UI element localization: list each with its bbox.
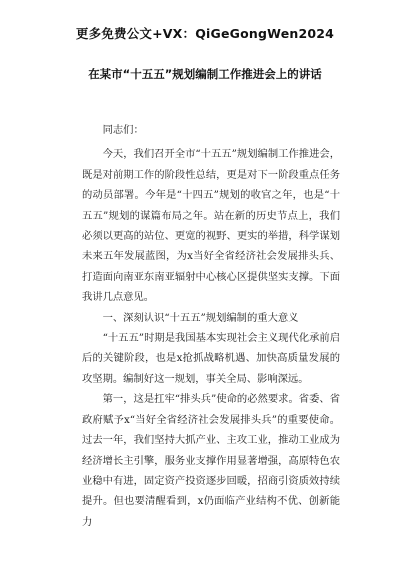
paragraph: “十五五”时期是我国基本实现社会主义现代化承前启后的关键阶段，也是x抢抓战略机遇、加快高质量发展的攻坚期。编制好这一规划，事关全局、影响深远。 <box>82 332 340 385</box>
document-title: 在某市“十五五”规划编制工作推进会上的讲话 <box>88 67 322 81</box>
paragraph: 第一，这是扛牢“排头兵”使命的必然要求。省委、省政府赋予x“当好全省经济社会发展排头兵”的重要使命。过去一年，我们坚持大抓产业、主攻工业，推动工业成为经济增长主引擎，服务业支撑作用显著增强，高原特色农业稳中有进，固定资产投资逐步回暖，招商引资质效持续提升。但也要清醒看到，x仍面临产业结构不优、创新能力 <box>82 393 340 528</box>
salutation: 同志们： <box>102 124 144 136</box>
document-header: 更多免费公文+VX：QiGeGongWen2024 <box>75 26 335 41</box>
section-heading: 一、深刻认识“十五五”规划编制的重大意义 <box>102 311 299 324</box>
document-body <box>82 120 340 532</box>
paragraph: 今天，我们召开全市“十五五”规划编制工作推进会，既是对前期工作的阶段性总结，更是对下一阶段重点任务的动员部署。今年是“十四五”规划的收官之年，也是“十五五”规划的谋篇布局之年。站在新的历史节点上，我们必须以更高的站位、更宽的视野、更实的举措，科学谋划未来五年发展蓝图，为x当好全省经济社会发展排头兵、打造面向南亚东南亚辐射中心核心区提供坚实支撑。下面我讲几点意见。 <box>82 148 340 304</box>
